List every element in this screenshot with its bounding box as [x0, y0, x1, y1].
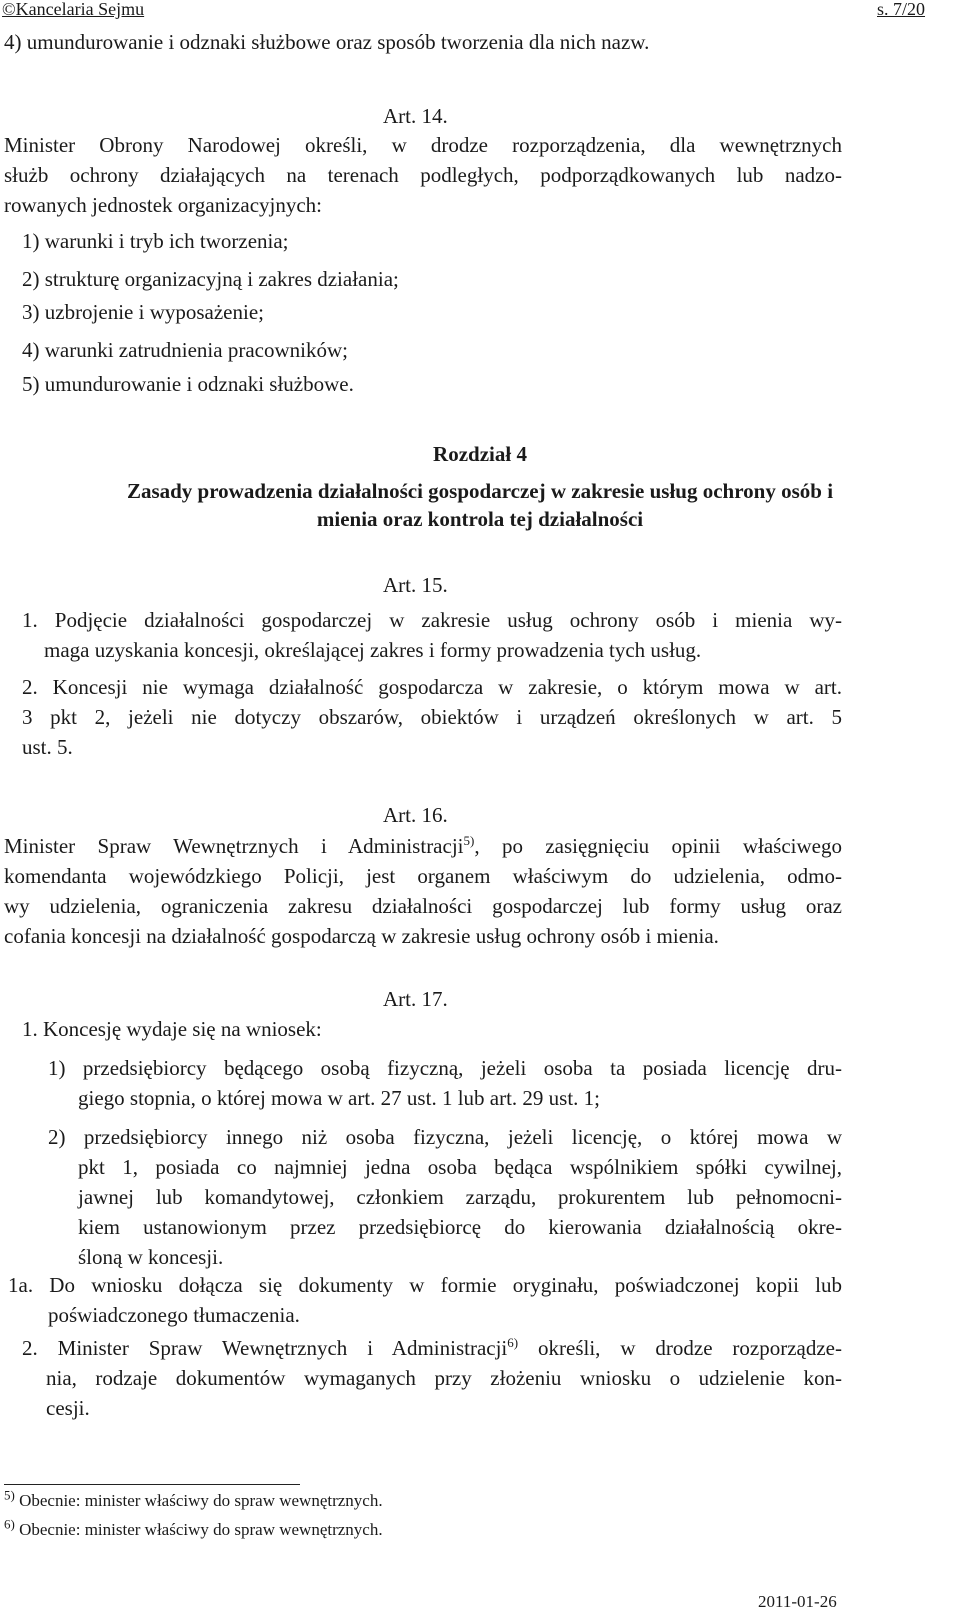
page-number-link[interactable]: s. 7/20 — [877, 0, 926, 19]
art17-p2-line1-end: określi, w drodze rozporządze- — [518, 1336, 842, 1360]
art16-line1-end: , po zasięgnięciu opinii właściwego — [474, 834, 842, 858]
footnote-text: Obecnie: minister właściwy do spraw wewnętrznych. — [14, 1491, 383, 1510]
chapter-title-line2: mienia oraz kontrola tej działalności — [316, 507, 644, 531]
text-line: komendanta wojewódzkiego Policji, jest organem właściwym do udzielenia, odmo- — [4, 864, 842, 888]
text-line: jawnej lub komandytowej, członkiem zarządu, prokurentem lub pełnomocni- — [78, 1185, 842, 1209]
art16-line1-start: Minister Spraw Wewnętrznych i Administracji — [4, 834, 464, 858]
art14-item-4: 4) warunki zatrudnienia pracowników; — [22, 338, 348, 362]
text-line — [22, 1333, 842, 1363]
art15-paragraph-2 — [22, 672, 842, 762]
footnote-mark: 5) — [4, 1487, 15, 1503]
text-line: 2) przedsiębiorcy innego niż osoba fizyczna, jeżeli licencję, o której mowa w — [48, 1125, 842, 1149]
art14-item-5: 5) umundurowanie i odznaki służbowe. — [22, 372, 354, 396]
art17-paragraph-1a — [8, 1270, 842, 1330]
text-line: cofania koncesji na działalność gospodarczą w zakresie usług ochrony osób i mienia. — [4, 924, 719, 948]
copyright-link[interactable]: ©Kancelaria Sejmu — [2, 0, 145, 19]
text-line: cesji. — [46, 1396, 90, 1420]
art15-title: Art. 15. — [383, 573, 448, 597]
art17-title: Art. 17. — [383, 987, 448, 1011]
text-line: giego stopnia, o której mowa w art. 27 ust. 1 lub art. 29 ust. 1; — [78, 1086, 601, 1110]
text-line: służb ochrony działających na terenach podległych, podporządkowanych lub nadzo- — [4, 163, 842, 187]
chapter-title-line1: Zasady prowadzenia działalności gospodarczej w zakresie usług ochrony osób i — [126, 479, 834, 503]
text-line: kiem ustanowionym przez przedsiębiorcę do kierowania działalnością okre- — [78, 1215, 842, 1239]
text-line: maga uzyskania koncesji, określającej zakres i formy prowadzenia tych usług. — [44, 638, 702, 662]
art14-title: Art. 14. — [383, 104, 448, 128]
text-line: 3 pkt 2, jeżeli nie dotyczy obszarów, obiektów i urządzeń określonych w art. 5 — [22, 705, 842, 729]
text-line: 2. Koncesji nie wymaga działalność gospodarcza w zakresie, o którym mowa w art. — [22, 675, 842, 699]
art15-paragraph-1 — [22, 605, 842, 665]
text-line: 1. Podjęcie działalności gospodarczej w zakresie usług ochrony osób i mienia wy- — [22, 608, 842, 632]
art14-item-2: 2) strukturę organizacyjną i zakres działania; — [22, 267, 399, 291]
intro-line: 4) umundurowanie i odznaki służbowe oraz sposób tworzenia dla nich nazw. — [4, 30, 650, 54]
text-line: pkt 1, posiada co najmniej jedna osoba będąca wspólnikiem spółki cywilnej, — [78, 1155, 842, 1179]
art17-paragraph-2 — [22, 1333, 842, 1423]
footnote-mark: 6) — [4, 1516, 15, 1532]
art17-paragraph-1-intro: 1. Koncesję wydaje się na wniosek: — [22, 1017, 322, 1041]
text-line: poświadczonego tłumaczenia. — [48, 1303, 300, 1327]
art14-item-1: 1) warunki i tryb ich tworzenia; — [22, 229, 289, 253]
footnote-5 — [4, 1487, 383, 1511]
footnote-separator — [4, 1484, 300, 1485]
text-line: ust. 5. — [22, 735, 73, 759]
text-line: Minister Obrony Narodowej określi, w drodze rozporządzenia, dla wewnętrznych — [4, 133, 842, 157]
footer-date: 2011-01-26 — [758, 1592, 837, 1611]
text-line: 1) przedsiębiorcy będącego osobą fizyczną, jeżeli osoba ta posiada licencję dru- — [48, 1056, 842, 1080]
text-line — [4, 831, 842, 861]
footnote-ref-5[interactable]: 5) — [463, 833, 475, 848]
art17-p2-line1-start: 2. Minister Spraw Wewnętrznych i Administracji — [22, 1336, 508, 1360]
text-line: nia, rodzaje dokumentów wymaganych przy złożeniu wniosku o udzielenie kon- — [46, 1366, 842, 1390]
text-line: rowanych jednostek organizacyjnych: — [4, 193, 323, 217]
art16-paragraph — [4, 831, 842, 951]
art17-item-2 — [48, 1122, 842, 1272]
text-line: śloną w koncesji. — [78, 1245, 224, 1269]
art16-title: Art. 16. — [383, 803, 448, 827]
art14-item-3: 3) uzbrojenie i wyposażenie; — [22, 300, 264, 324]
art14-intro — [4, 130, 842, 220]
chapter-number: Rozdział 4 — [433, 442, 527, 466]
text-line: 1a. Do wniosku dołącza się dokumenty w formie oryginału, poświadczonej kopii lub — [8, 1273, 842, 1297]
footnote-6 — [4, 1516, 383, 1540]
footnote-ref-6[interactable]: 6) — [507, 1335, 519, 1350]
footnote-text: Obecnie: minister właściwy do spraw wewnętrznych. — [14, 1520, 383, 1539]
art17-item-1 — [48, 1053, 842, 1113]
text-line: wy udzielenia, ograniczenia zakresu działalności gospodarczej lub formy usług oraz — [4, 894, 842, 918]
